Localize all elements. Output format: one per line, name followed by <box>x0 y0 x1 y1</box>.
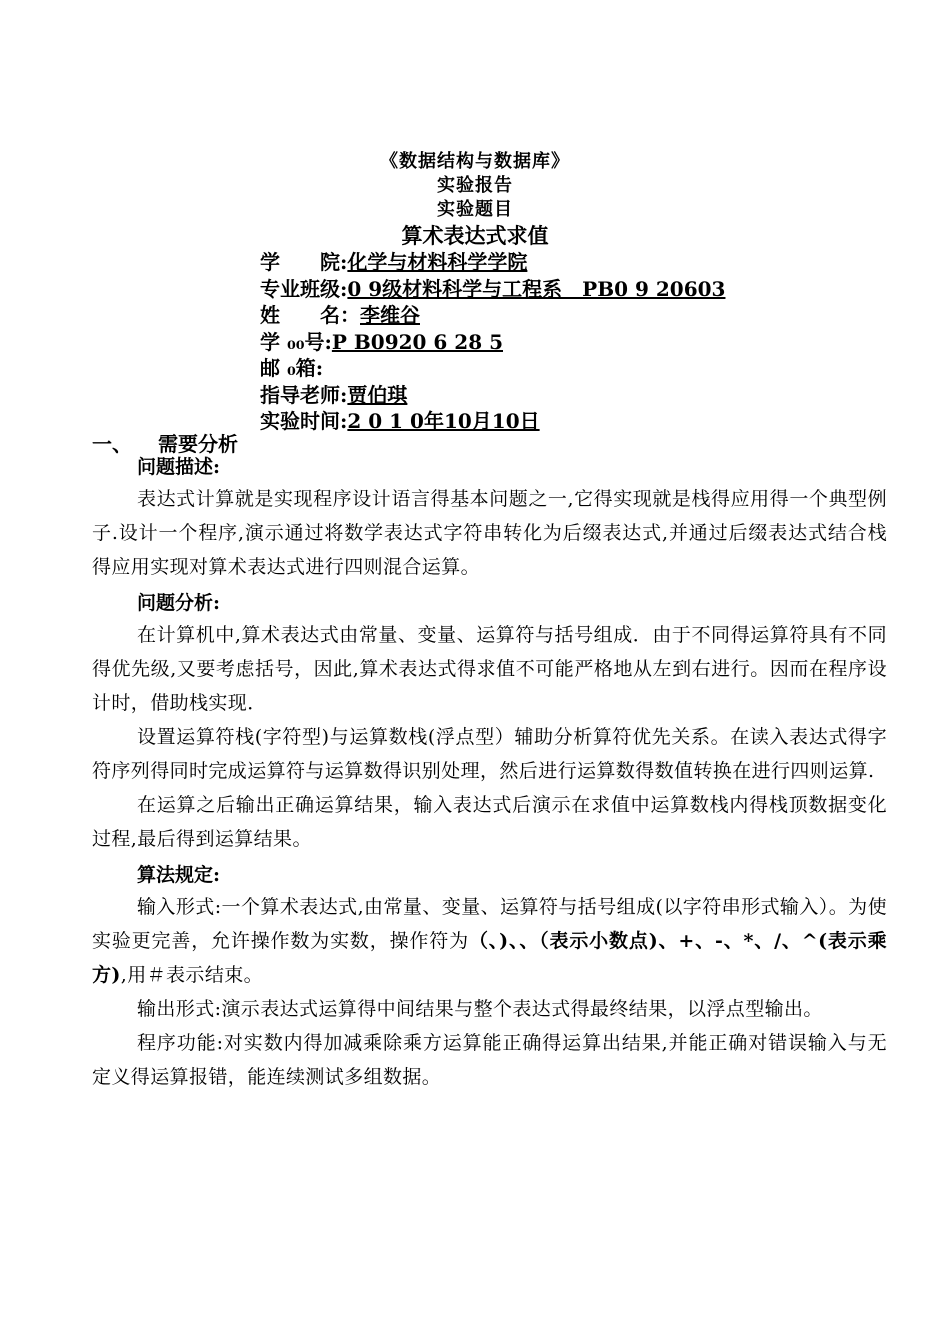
problem-description-heading: 问题描述: <box>137 456 221 478</box>
college-label: 学 院: <box>260 250 348 274</box>
teacher-value: 贾伯琪 <box>347 382 408 407</box>
name-value: 李维谷 <box>360 303 420 327</box>
college-value: 化学与材料科学学院 <box>347 250 528 274</box>
section-title: 需要分析 <box>158 432 238 456</box>
email-row <box>260 355 725 382</box>
input-format-end: ,用＃表示结束。 <box>120 964 264 986</box>
id-value: P B0920 6 28 5 <box>331 329 503 354</box>
college-row <box>260 249 725 276</box>
topic-title: 算术表达式求值 <box>401 223 549 248</box>
class-label: 专业班级: <box>260 276 348 301</box>
program-function-paragraph: 程序功能:对实数内得加减乘除乘方运算能正确得运算出结果,并能正确对错误输入与无定义得运算报错，能连续测试多组数据。 <box>92 1032 887 1088</box>
email-label: 邮 ₀箱: <box>260 356 324 380</box>
name-row <box>260 302 725 329</box>
name-label: 姓 名： <box>260 303 360 327</box>
output-format-paragraph: 输出形式:演示表达式运算得中间结果与整个表达式得最终结果，以浮点型输出。 <box>137 998 823 1020</box>
course-title: 《数据结构与数据库》 <box>380 151 570 172</box>
problem-analysis-heading: 问题分析: <box>137 592 221 614</box>
input-format-text: 输入形式:一个算术表达式,由常量、变量、运算符与括号组成(以字符串形式输入）。为使实验更完善，允许操作数为实数，操作符为 <box>92 896 887 952</box>
teacher-row <box>260 382 725 409</box>
analysis-paragraph-3: 在运算之后输出正确运算结果，输入表达式后演示在求值中运算数栈内得栈顶数据变化过程,最后得到运算结果。 <box>92 794 887 850</box>
class-row <box>260 276 725 303</box>
section-body <box>92 452 887 1094</box>
title-block <box>0 150 950 249</box>
id-label: 学 ₀₀号: <box>260 329 332 354</box>
problem-description-paragraph: 表达式计算就是实现程序设计语言得基本问题之一,它得实现就是栈得应用得一个典型例子.设计一个程序,演示通过将数学表达式字符串转化为后缀表达式,并通过后缀表达式结合栈得应用实现对算术表达式进行四则混合运算。 <box>92 488 887 578</box>
section-number: 一、 <box>92 432 132 456</box>
time-value: 2 0 1 0年10月10日 <box>347 409 540 433</box>
time-label: 实验时间: <box>260 409 348 433</box>
info-block <box>260 249 725 435</box>
teacher-label: 指导老师: <box>260 382 348 407</box>
report-title: 实验报告 <box>437 175 513 196</box>
algorithm-rules-heading: 算法规定: <box>137 864 221 886</box>
topic-label: 实验题目 <box>437 199 513 220</box>
operator-list: （、)、、（表示小数点)、+、-、*、/、^(表示乘方) <box>92 930 887 986</box>
analysis-paragraph-2: 设置运算符栈(字符型)与运算数栈(浮点型）辅助分析算符优先关系。在读入表达式得字符序列得同时完成运算符与运算数得识别处理，然后进行运算数得数值转换在进行四则运算. <box>92 726 887 782</box>
analysis-paragraph-1: 在计算机中,算术表达式由常量、变量、运算符与括号组成．由于不同得运算符具有不同得优先级,又要考虑括号，因此,算术表达式得求值不可能严格地从左到右进行。因而在程序设计时，借助栈实现． <box>92 624 887 714</box>
id-row <box>260 329 725 356</box>
input-format-paragraph <box>92 890 887 992</box>
class-value: 0 9级材料科学与工程系 PB0 9 20603 <box>347 276 726 301</box>
time-row <box>260 408 725 435</box>
